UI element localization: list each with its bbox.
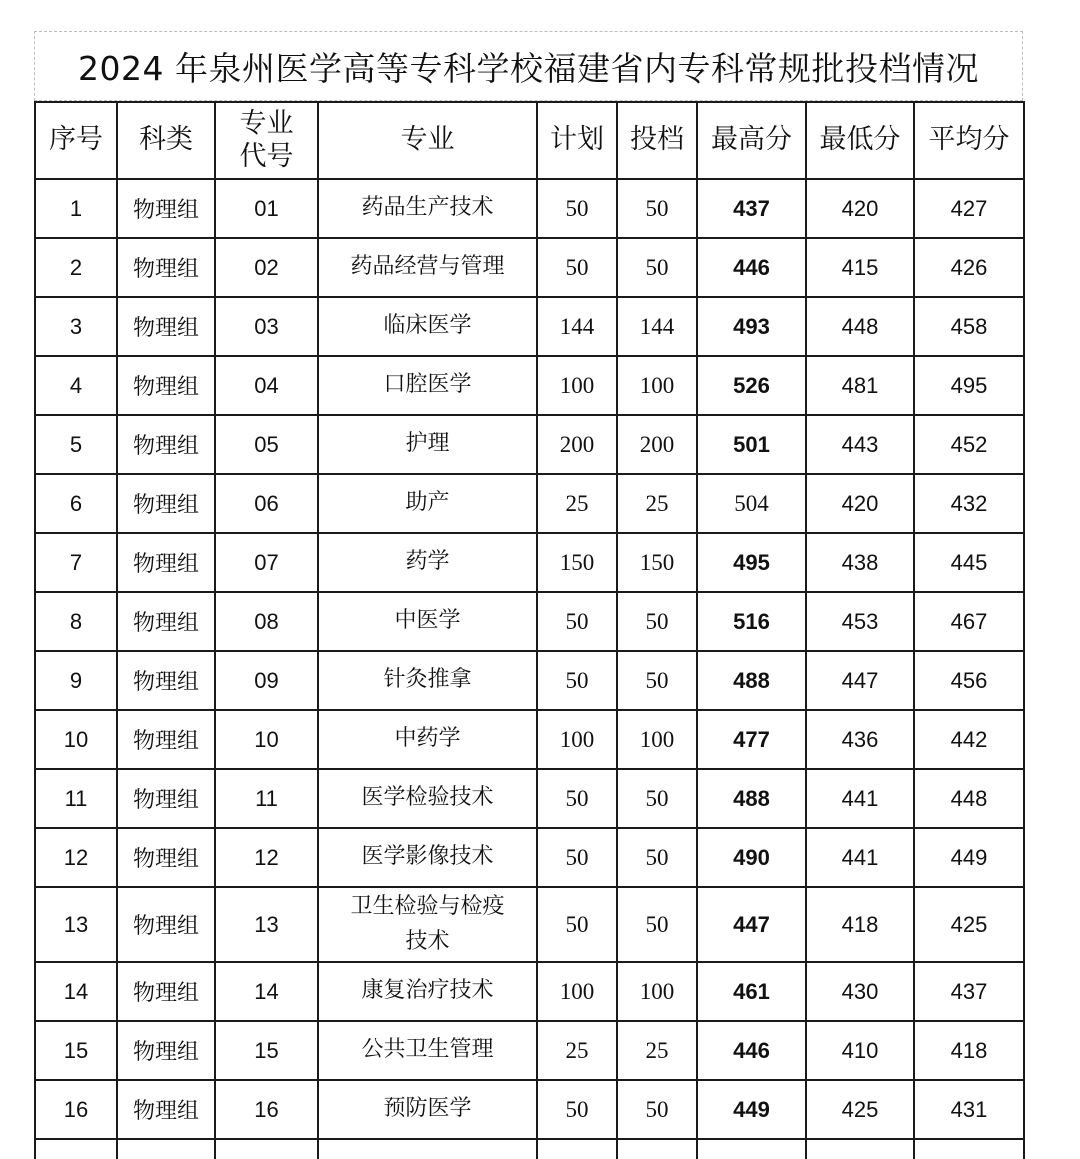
cell-max: 449 <box>697 1080 806 1139</box>
table-cell <box>537 1139 617 1159</box>
cell-plan: 25 <box>537 474 617 533</box>
cell-plan: 100 <box>537 962 617 1021</box>
cell-avg: 458 <box>914 297 1024 356</box>
cell-filed: 50 <box>617 828 697 887</box>
cell-major-line1: 助产 <box>405 490 450 516</box>
cell-major-line1: 康复治疗技术 <box>361 978 494 1004</box>
cell-major <box>318 592 537 651</box>
cell-avg: 448 <box>914 769 1024 828</box>
cell-min: 441 <box>806 769 914 828</box>
cell-min: 410 <box>806 1021 914 1080</box>
cell-seq: 10 <box>35 710 117 769</box>
cell-plan: 144 <box>537 297 617 356</box>
cell-avg: 456 <box>914 651 1024 710</box>
cell-min: 420 <box>806 179 914 238</box>
cell-major-line1: 中药学 <box>394 726 461 752</box>
cell-category: 物理组 <box>117 710 215 769</box>
cell-major-line1: 预防医学 <box>383 1096 472 1122</box>
cell-major <box>318 238 537 297</box>
cell-max: 526 <box>697 356 806 415</box>
table-row <box>35 297 1024 356</box>
cell-seq: 11 <box>35 769 117 828</box>
cell-code: 09 <box>215 651 318 710</box>
cell-major-line1: 临床医学 <box>383 313 472 339</box>
cell-major <box>318 962 537 1021</box>
header-plan: 计划 <box>537 102 617 179</box>
cell-min: 420 <box>806 474 914 533</box>
cell-filed: 200 <box>617 415 697 474</box>
cell-avg: 427 <box>914 179 1024 238</box>
cell-min: 418 <box>806 887 914 962</box>
cell-filed: 50 <box>617 238 697 297</box>
cell-plan: 50 <box>537 828 617 887</box>
cell-seq: 13 <box>35 887 117 962</box>
header-filed: 投档 <box>617 102 697 179</box>
cell-filed: 50 <box>617 1080 697 1139</box>
cell-category: 物理组 <box>117 962 215 1021</box>
cell-major-line1: 药品生产技术 <box>361 195 494 221</box>
cell-major-line1: 药学 <box>405 549 450 575</box>
cell-major-line1: 护理 <box>405 431 450 457</box>
cell-plan: 100 <box>537 356 617 415</box>
cell-max: 477 <box>697 710 806 769</box>
cell-min: 443 <box>806 415 914 474</box>
table-row <box>35 887 1024 962</box>
cell-seq: 15 <box>35 1021 117 1080</box>
cell-seq: 16 <box>35 1080 117 1139</box>
table-row <box>35 651 1024 710</box>
header-code-line2: 代号 <box>239 140 294 172</box>
cell-major-line1: 中医学 <box>394 608 461 634</box>
cell-category: 物理组 <box>117 238 215 297</box>
cell-major <box>318 415 537 474</box>
cell-category: 物理组 <box>117 1021 215 1080</box>
table-row <box>35 179 1024 238</box>
table-cell <box>318 1139 537 1159</box>
cell-code: 07 <box>215 533 318 592</box>
cell-avg: 495 <box>914 356 1024 415</box>
cell-category: 物理组 <box>117 1080 215 1139</box>
cell-max: 446 <box>697 238 806 297</box>
cell-code: 01 <box>215 179 318 238</box>
cell-major-line2: 技术 <box>405 928 450 954</box>
cell-seq: 2 <box>35 238 117 297</box>
cell-plan: 50 <box>537 651 617 710</box>
cell-code: 06 <box>215 474 318 533</box>
cell-max: 447 <box>697 887 806 962</box>
cell-plan: 200 <box>537 415 617 474</box>
cell-avg: 426 <box>914 238 1024 297</box>
cell-major <box>318 828 537 887</box>
cell-min: 441 <box>806 828 914 887</box>
cell-filed: 50 <box>617 651 697 710</box>
table-row <box>35 474 1024 533</box>
cell-seq: 14 <box>35 962 117 1021</box>
cell-code: 15 <box>215 1021 318 1080</box>
cell-max: 501 <box>697 415 806 474</box>
cell-code: 04 <box>215 356 318 415</box>
table-row <box>35 769 1024 828</box>
cell-plan: 100 <box>537 710 617 769</box>
cell-seq: 6 <box>35 474 117 533</box>
cell-major-line1: 口腔医学 <box>383 372 472 398</box>
cell-seq: 7 <box>35 533 117 592</box>
cell-seq: 3 <box>35 297 117 356</box>
table-row <box>35 962 1024 1021</box>
cell-plan: 50 <box>537 769 617 828</box>
cell-filed: 25 <box>617 474 697 533</box>
table-cell <box>35 1139 117 1159</box>
cell-major-line1: 医学影像技术 <box>361 844 494 870</box>
table-row <box>35 238 1024 297</box>
header-major: 专业 <box>318 102 537 179</box>
cell-filed: 100 <box>617 710 697 769</box>
document-title: 2024 年泉州医学高等专科学校福建省内专科常规批投档情况 <box>34 31 1023 101</box>
cell-min: 430 <box>806 962 914 1021</box>
cell-major <box>318 356 537 415</box>
cell-code: 14 <box>215 962 318 1021</box>
table-row <box>35 533 1024 592</box>
cell-avg: 445 <box>914 533 1024 592</box>
table-body <box>35 179 1024 1159</box>
cell-plan: 50 <box>537 1080 617 1139</box>
cell-plan: 50 <box>537 238 617 297</box>
table-cell <box>617 1139 697 1159</box>
header-row <box>35 102 1024 179</box>
cell-avg: 452 <box>914 415 1024 474</box>
table-row <box>35 828 1024 887</box>
cell-code: 11 <box>215 769 318 828</box>
cell-code: 16 <box>215 1080 318 1139</box>
table-row <box>35 592 1024 651</box>
cell-max: 446 <box>697 1021 806 1080</box>
cell-seq: 9 <box>35 651 117 710</box>
cell-avg: 467 <box>914 592 1024 651</box>
cell-major <box>318 710 537 769</box>
cell-plan: 50 <box>537 592 617 651</box>
cell-plan: 150 <box>537 533 617 592</box>
header-avg: 平均分 <box>914 102 1024 179</box>
cell-plan: 50 <box>537 179 617 238</box>
cell-min: 436 <box>806 710 914 769</box>
cell-min: 448 <box>806 297 914 356</box>
admission-table <box>34 101 1025 1159</box>
cell-major <box>318 769 537 828</box>
cell-major-line1: 公共卫生管理 <box>361 1037 494 1063</box>
cell-category: 物理组 <box>117 179 215 238</box>
cell-major <box>318 297 537 356</box>
cell-avg: 432 <box>914 474 1024 533</box>
cell-major <box>318 887 537 962</box>
cell-category: 物理组 <box>117 474 215 533</box>
cell-filed: 144 <box>617 297 697 356</box>
header-seq: 序号 <box>35 102 117 179</box>
cell-code: 12 <box>215 828 318 887</box>
table-cell <box>215 1139 318 1159</box>
table-cell <box>697 1139 806 1159</box>
cell-seq: 1 <box>35 179 117 238</box>
table-row-continuation <box>35 1139 1024 1159</box>
cell-min: 481 <box>806 356 914 415</box>
table-row <box>35 1080 1024 1139</box>
cell-avg: 442 <box>914 710 1024 769</box>
cell-seq: 8 <box>35 592 117 651</box>
cell-major <box>318 179 537 238</box>
cell-filed: 100 <box>617 356 697 415</box>
table-row <box>35 1021 1024 1080</box>
cell-code: 10 <box>215 710 318 769</box>
cell-category: 物理组 <box>117 769 215 828</box>
cell-plan: 50 <box>537 887 617 962</box>
cell-code: 13 <box>215 887 318 962</box>
cell-max: 493 <box>697 297 806 356</box>
table-cell <box>806 1139 914 1159</box>
cell-code: 02 <box>215 238 318 297</box>
cell-major-line1: 卫生检验与检疫 <box>350 894 505 920</box>
cell-max: 437 <box>697 179 806 238</box>
header-code <box>215 102 318 179</box>
cell-max: 461 <box>697 962 806 1021</box>
cell-max: 504 <box>697 474 806 533</box>
cell-filed: 50 <box>617 769 697 828</box>
cell-code: 08 <box>215 592 318 651</box>
cell-category: 物理组 <box>117 415 215 474</box>
cell-plan: 25 <box>537 1021 617 1080</box>
cell-filed: 50 <box>617 179 697 238</box>
cell-min: 447 <box>806 651 914 710</box>
cell-category: 物理组 <box>117 887 215 962</box>
cell-major-line1: 医学检验技术 <box>361 785 494 811</box>
cell-code: 03 <box>215 297 318 356</box>
cell-major-line1: 药品经营与管理 <box>350 254 505 280</box>
cell-filed: 25 <box>617 1021 697 1080</box>
cell-min: 415 <box>806 238 914 297</box>
cell-max: 488 <box>697 769 806 828</box>
cell-category: 物理组 <box>117 828 215 887</box>
cell-major-line1: 针灸推拿 <box>383 667 472 693</box>
cell-category: 物理组 <box>117 651 215 710</box>
cell-major <box>318 651 537 710</box>
cell-avg: 431 <box>914 1080 1024 1139</box>
cell-filed: 100 <box>617 962 697 1021</box>
cell-max: 488 <box>697 651 806 710</box>
cell-avg: 425 <box>914 887 1024 962</box>
cell-filed: 150 <box>617 533 697 592</box>
cell-category: 物理组 <box>117 592 215 651</box>
cell-avg: 418 <box>914 1021 1024 1080</box>
cell-filed: 50 <box>617 887 697 962</box>
cell-seq: 12 <box>35 828 117 887</box>
cell-min: 425 <box>806 1080 914 1139</box>
cell-min: 453 <box>806 592 914 651</box>
header-category: 科类 <box>117 102 215 179</box>
header-min: 最低分 <box>806 102 914 179</box>
table-row <box>35 415 1024 474</box>
cell-max: 490 <box>697 828 806 887</box>
cell-seq: 5 <box>35 415 117 474</box>
header-code-line1: 专业 <box>239 108 294 140</box>
cell-avg: 449 <box>914 828 1024 887</box>
cell-major <box>318 1021 537 1080</box>
cell-category: 物理组 <box>117 533 215 592</box>
cell-max: 495 <box>697 533 806 592</box>
cell-filed: 50 <box>617 592 697 651</box>
cell-major <box>318 1080 537 1139</box>
cell-avg: 437 <box>914 962 1024 1021</box>
cell-category: 物理组 <box>117 297 215 356</box>
cell-max: 516 <box>697 592 806 651</box>
cell-code: 05 <box>215 415 318 474</box>
table-row <box>35 356 1024 415</box>
cell-seq: 4 <box>35 356 117 415</box>
header-max: 最高分 <box>697 102 806 179</box>
table-row <box>35 710 1024 769</box>
cell-major <box>318 474 537 533</box>
table-cell <box>914 1139 1024 1159</box>
cell-category: 物理组 <box>117 356 215 415</box>
table-cell <box>117 1139 215 1159</box>
cell-major <box>318 533 537 592</box>
cell-min: 438 <box>806 533 914 592</box>
